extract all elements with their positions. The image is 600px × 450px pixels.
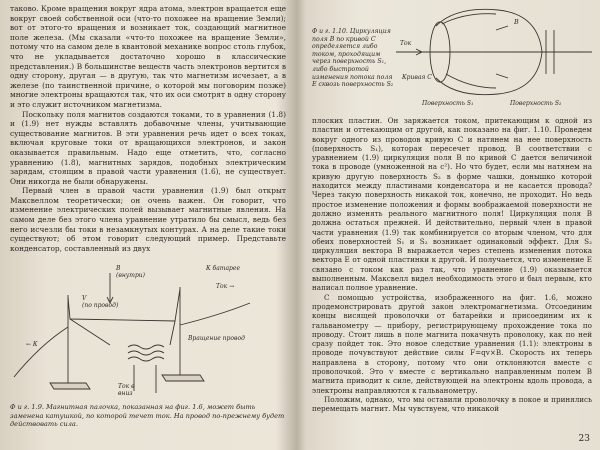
figure-1-10-caption: Ф и г. 1.10. Циркуляция поля B по кривой C определяется либо током, проходящим через поверхность S₁, либо быстротой изменения потока поля E сквозь поверхность S₂ bbox=[312, 28, 394, 89]
right-page-text bbox=[312, 116, 592, 414]
figure-1-9-caption: Ф и г. 1.9. Магнитная палочка, показанная на фиг. 1.6, может быть заменена катушкой, по которой течет ток. На провод по-прежнему будет действовать сила. bbox=[10, 403, 285, 429]
figure-1-10 bbox=[396, 4, 592, 116]
figure-label-wire: Вращение провод bbox=[188, 335, 245, 343]
figure-label-current-right: Ток → bbox=[216, 283, 235, 291]
paragraph: Первый член в правой части уравнения (1.9) был открыт Максвеллом теоретически; он очень важен. Он говорит, что изменение электрических полей вызывает магнитные явления. На самом деле без этого члена уравнение утратило бы смысл, ведь без него исчезли бы токи в незамкнутых контурах. А на деле такие токи существуют; об этом говорит следующий пример. Представьте конденсатор, составленный из двух bbox=[10, 186, 286, 253]
figure-label-battery: К батарее bbox=[206, 265, 240, 273]
figure-label-curve-c: Кривая C bbox=[402, 74, 432, 81]
figure-label-b: B (внутри) bbox=[116, 265, 146, 280]
figure-1-9 bbox=[10, 255, 286, 403]
figure-1-9-drawing bbox=[10, 255, 286, 403]
figure-label-v: V (по провод) bbox=[82, 295, 119, 310]
figure-label-current: Ток bbox=[400, 40, 412, 47]
right-page bbox=[304, 0, 600, 450]
left-page-text bbox=[10, 4, 286, 253]
paragraph: Положим, однако, что мы оставили проволочку в покое и принялись перемещать магнит. Мы чувствуем, что никакой bbox=[312, 394, 592, 414]
paragraph: тaково. Кроме вращения вокруг ядра атома, электрон вращается еще вокруг своей собственной оси (что-то похожее на вращение Земли); вот от этого-то вращения и возникает ток, создающий магнитное поле железа. (Мы сказали «что-то похожее на вращение Земли», потому что на самом деле в квантовой механике вопрос столь глубок, что не укладывается достаточно хорошо в классические представления.) В большинстве веществ часть электронов вертится в одну сторону, другая — в другую, так что магнетизм исчезает, а в железе (по таинственной причине, о которой мы поговорим позже) многие электроны вращаются так, что их оси смотрят в одну сторону и это служит источником магнетизма. bbox=[10, 4, 286, 109]
figure-label-current: Ток в вниз bbox=[118, 383, 135, 398]
paragraph: Поскольку поля магнитов создаются токами, то в уравнения (1.8) и (1.9) нет нужды вставлять добавочные члены, учитывающие существование магнитов. В эти уравнения речь идет о всех токах, включая круговые токи от вращающихся электронов, и закон оказывается правильным. Надо еще отметить, что, согласно уравнению (1.8), магнитных зарядов, подобных электрическим зарядам, стоящим в правой части уравнения (1.6), не существует. Они никогда не были обнаружены. bbox=[10, 109, 286, 186]
left-page bbox=[0, 0, 294, 450]
figure-label-surface-s2: Поверхность S₂ bbox=[510, 100, 562, 107]
figure-label-k: ← К bbox=[26, 341, 38, 349]
figure-label-surface-s1: Поверхность S₁ bbox=[422, 100, 474, 107]
paragraph: плоских пластин. Он заряжается током, притекающим к одной из пластин и оттекающим от другой, как показано на фиг. 1.10. Проведем вокруг одного из проводов кривую C и натянем на нее поверхность (поверхность S₁), которая пересечет провод. В соответствии с уравнением (1.9) циркуляция поля B по кривой C дается величиной тока в проводе (умноженной на c²). Но что будет, если мы натянем на кривую другую поверхность S₂ в форме чашки, донышко которой находится между пластинами конденсатора и не касается провода? Через такую поверхность никакой ток, конечно, не проходит. Но ведь простое изменение положения и формы воображаемой поверхности не должно изменять реального магнитного поля! Циркуляция поля B должна остаться прежней. И действительно, первый член в правой части уравнения (1.9) так комбинируется со вторым членом, что для обеих поверхностей S₁ и S₂ возникает одинаковый эффект. Для S₂ циркуляция вектора B выражается через степень изменения потока вектора E от одной пластинки к другой. И получается, что изменение E связано с током как раз так, что уравнение (1.9) оказывается выполненным. Максвелл видел необходимость этого и был первым, кто написал полное уравнение. bbox=[312, 116, 592, 293]
figure-label-b: B bbox=[514, 18, 519, 26]
right-page-number: 23 bbox=[578, 434, 590, 444]
paragraph: С помощью устройства, изображенного на фиг. 1.6, можно продемонстрировать другой закон электромагнетизма. Отсоединим концы висящей проволочки от батарейки и присоединим их к гальванометру — прибору, регистрирующему прохождение тока по проводу. Стоит лишь в поле магнита покачнуть проволоку, как по ней сразу пойдет ток. Это новое следствие уравнения (1.1): электроны в проводе почувствуют действие силы F=qv×B. Скорость их теперь направлена в сторону, потому что они отклоняются вместе с проволочкой. Это v вместе с вертикально направленным полем B магнита приводит к силе, действующей на электроны вдоль провода, а электроны направляются к гальванометру. bbox=[312, 292, 592, 395]
